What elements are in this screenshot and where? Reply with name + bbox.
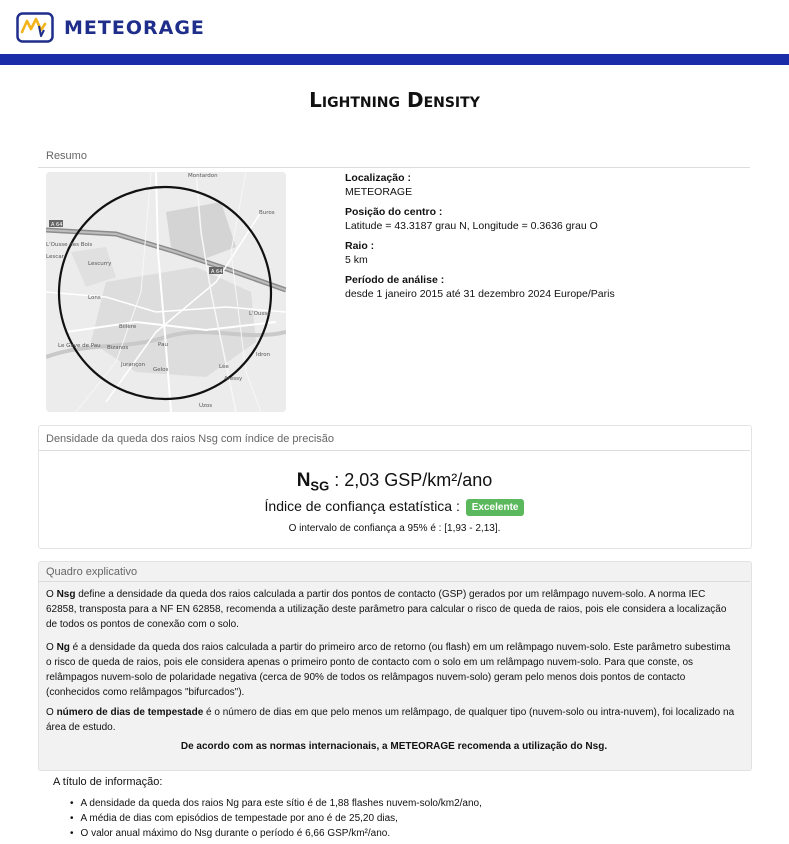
page-title: Lightning Density <box>309 88 480 112</box>
map-label: L'Ousse <box>249 311 271 317</box>
map-label: Lescurry <box>88 261 112 267</box>
center-position-value: Latitude = 43.3187 grau N, Longitude = 0.3636 grau O <box>345 220 598 232</box>
storm-days-term: número de dias de tempestade <box>56 707 204 718</box>
nsg-value <box>0 470 789 494</box>
confidence-line <box>0 498 789 516</box>
map-label: Gelos <box>153 367 169 373</box>
location-label: Localização : <box>345 172 411 184</box>
storm-days-definition <box>46 705 736 735</box>
map-label: Buros <box>259 210 275 216</box>
list-item: • A densidade da queda dos raios Ng para este sítio é de 1,88 flashes nuvem-solo/km2/ano, <box>70 796 482 811</box>
map-label: Lons <box>88 295 101 301</box>
nsg-symbol: N <box>296 470 311 491</box>
radius-value: 5 km <box>345 254 368 266</box>
nsg-value-text: : 2,03 GSP/km²/ano <box>334 470 493 490</box>
map-label: Idron <box>256 352 271 358</box>
storm-days-text: é o número de dias em que pelo menos um relâmpago, de qualquer tipo (nuvem-solo ou intra-nuvem), foi localizado na área de estudo. <box>46 707 735 733</box>
meteorage-logo-icon <box>16 12 54 43</box>
explanation-heading: Quadro explicativo <box>46 566 138 578</box>
confidence-label: Índice de confiança estatística : <box>264 498 460 514</box>
map-label: A 64 <box>51 222 63 228</box>
map-label: Montardon <box>188 173 218 179</box>
ng-term: Ng <box>56 642 70 653</box>
density-divider <box>39 450 750 451</box>
center-position-label: Posição do centro : <box>345 206 443 218</box>
list-item: • A média de dias com episódios de tempestade por ano é de 25,20 dias, <box>70 811 482 826</box>
header-accent-bar <box>0 54 789 65</box>
map-label: Jurançon <box>121 362 146 368</box>
location-info <box>345 172 615 300</box>
map-graphic <box>46 172 286 412</box>
map-label: Bizanos <box>107 345 129 351</box>
map-label: Le Gave de Pau <box>58 343 101 349</box>
map-label: Lée <box>219 364 229 370</box>
explanation-divider <box>39 581 750 582</box>
ng-definition-text: é a densidade da queda dos raios calculada a partir do primeiro arco de retorno (ou flash) em um relâmpago nuvem-solo. Este parâmetro subestima o risco de queda de raios, pois ele considera apenas o primeiro ponto de contacto com o solo em um relâmpago nuvem-solo. Para que conste, os relâmpagos nuvem-solo de polaridade negativa (cerca de 90% de todos os relâmpagos nuvem-solo) geram pelo menos dois pontos de contacto (conhecidos como relâmpagos "bifurcados"). <box>46 642 731 698</box>
nsg-definition <box>46 587 736 632</box>
confidence-interval: O intervalo de confiança a 95% é : [1,93 - 2,13]. <box>288 523 501 534</box>
location-value: METEORAGE <box>345 186 413 198</box>
brand-name: METEORAGE <box>64 17 205 39</box>
summary-divider <box>38 167 750 168</box>
radius-label: Raio : <box>345 240 375 252</box>
summary-heading: Resumo <box>46 150 87 162</box>
analysis-period-value: desde 1 janeiro 2015 até 31 dezembro 2024 Europe/Paris <box>345 288 615 300</box>
map-label: L'Ousse des Bois <box>46 242 93 248</box>
map-label: Uzos <box>199 403 213 409</box>
reference-list <box>70 796 482 841</box>
map-label: A 64 <box>211 269 223 275</box>
map-label: Lescar <box>46 254 64 260</box>
map-label: Billère <box>119 324 137 330</box>
confidence-badge: Excelente <box>466 499 525 516</box>
reference-title: A título de informação: <box>53 776 163 788</box>
analysis-period-label: Período de análise : <box>345 274 445 286</box>
nsg-definition-text: define a densidade da queda dos raios calculada a partir dos pontos de contacto (GSP) gerados por um relâmpago nuvem-solo. A norma IEC 62858, transposta para a NF EN 62858, recomenda a utilização deste parâmetro para calcular o risco de queda de raios, pois ele considera a localização de todos os pontos de conexão com o solo. <box>46 589 727 630</box>
density-heading: Densidade da queda dos raios Nsg com índice de precisão <box>46 433 335 445</box>
nsg-subscript: SG <box>310 478 330 494</box>
location-map[interactable] <box>46 172 286 412</box>
ng-definition-prefix: O <box>46 642 57 653</box>
nsg-definition-prefix: O <box>46 589 57 600</box>
list-item: • O valor anual máximo do Nsg durante o período é 6,66 GSP/km²/ano. <box>70 826 482 841</box>
ng-definition <box>46 640 736 700</box>
storm-days-prefix: O <box>46 707 57 718</box>
map-label: Aressy <box>224 376 243 382</box>
nsg-term: Nsg <box>56 589 76 600</box>
map-label: Pau <box>158 342 168 348</box>
recommendation: De acordo com as normas internacionais, a METEORAGE recomenda a utilização do Nsg. <box>180 741 608 752</box>
